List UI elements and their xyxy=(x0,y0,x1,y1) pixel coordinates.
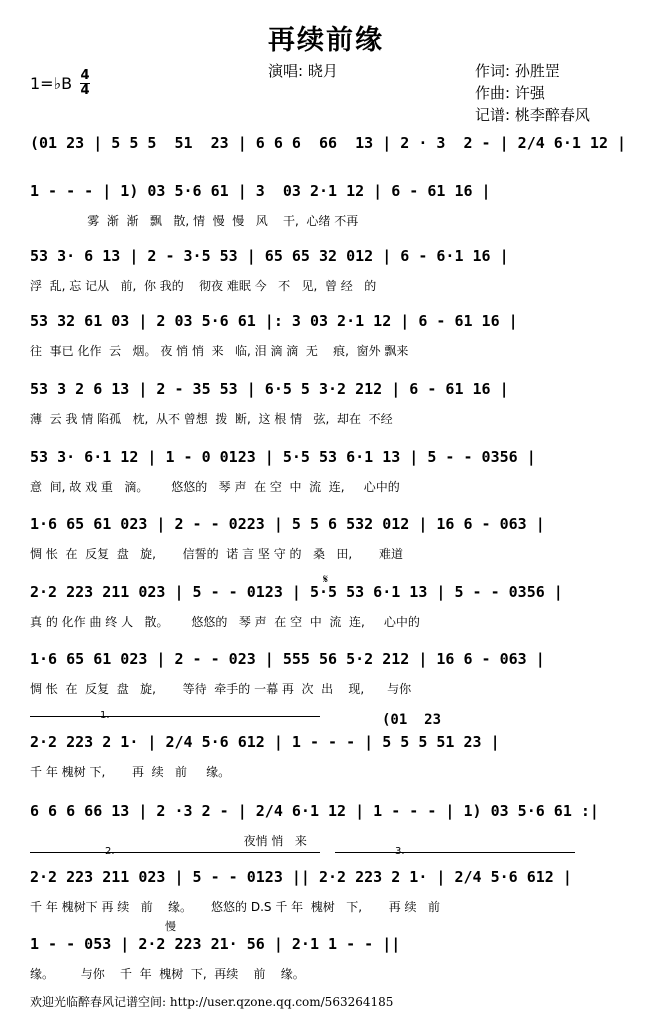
lyric-line: 千 年 槐树下 再 续 前 缘。 悠悠的 D.S 千 年 槐树 下, 再 续 前 xyxy=(30,900,440,914)
lyric-line: 雾 渐 渐 飘 散, 情 慢 慢 风 干, 心绪 不再 xyxy=(30,214,359,228)
notation-line: 2·2 223 211 023 | 5 - - 0123 | 5·5 53 6·1 13 | 5 - - 0356 | xyxy=(30,583,563,601)
time-signature xyxy=(80,70,90,97)
notation-line: 1·6 65 61 023 | 2 - - 023 | 555 56 5·2 212 | 16 6 - 063 | xyxy=(30,650,545,668)
notation-line: 1·6 65 61 023 | 2 - - 0223 | 5 5 6 532 012 | 16 6 - 063 | xyxy=(30,515,545,533)
segno-sign: 𝄋 xyxy=(323,572,329,586)
lyric-line: 缘。 与你 千 年 槐树 下, 再续 前 缘。 xyxy=(30,967,305,981)
volta-number: 1. xyxy=(100,710,110,721)
composer-credit: 作曲: 许强 xyxy=(475,84,545,102)
volta-number: 2. xyxy=(105,846,115,857)
lyric-line: 浮 乱, 忘 记从 前, 你 我的 彻夜 难眠 今 不 见, 曾 经 的 xyxy=(30,279,377,293)
song-title: 再续前缘 xyxy=(268,25,384,56)
singer-credit: 演唱: 晓月 xyxy=(268,62,338,80)
notation-line: 53 3 2 6 13 | 2 - 35 53 | 6·5 5 3·2 212 | 6 - 61 16 | xyxy=(30,380,509,398)
lyric-line: 夜悄 悄 来 xyxy=(30,834,307,848)
notation-line: 53 3· 6 13 | 2 - 3·5 53 | 65 65 32 012 | 6 - 6·1 16 | xyxy=(30,247,509,265)
time-signature-bottom: 4 xyxy=(80,83,90,98)
lyric-line: 往 事已 化作 云 烟。 夜 悄 悄 来 临, 泪 滴 滴 无 痕, 窗外 飘来 xyxy=(30,344,409,358)
tempo-mark: 慢 xyxy=(165,920,176,933)
lyric-line: 千 年 槐树 下, 再 续 前 缘。 xyxy=(30,765,231,779)
notation-line: 2·2 223 2 1· | 2/4 5·6 612 | 1 - - - | 5 5 5 51 23 | xyxy=(30,733,500,751)
notation-line: 53 32 61 03 | 2 03 5·6 61 |: 3 03 2·1 12 | 6 - 61 16 | xyxy=(30,312,518,330)
volta-bracket xyxy=(30,852,320,853)
key-signature: 1=♭B xyxy=(30,74,73,93)
time-signature-top: 4 xyxy=(80,68,90,83)
lyric-line: 真 的 化作 曲 终 人 散。 悠悠的 琴 声 在 空 中 流 连, 心中的 xyxy=(30,615,420,629)
lyric-line: 薄 云 我 情 陷孤 枕, 从不 曾想 拨 断, 这 根 情 弦, 却在 不经 xyxy=(30,412,393,426)
notation-line: 2·2 223 211 023 | 5 - - 0123 || 2·2 223 2 1· | 2/4 5·6 612 | xyxy=(30,868,572,886)
footer-credit: 欢迎光临醉春风记谱空间: http://user.qzone.qq.com/563264185 xyxy=(30,995,394,1009)
lyric-line: 意 间, 故 戏 重 滴。 悠悠的 琴 声 在 空 中 流 连, 心中的 xyxy=(30,480,400,494)
notation-line: 53 3· 6·1 12 | 1 - 0 0123 | 5·5 53 6·1 13 | 5 - - 0356 | xyxy=(30,448,536,466)
notation-line: 1 - - - | 1) 03 5·6 61 | 3 03 2·1 12 | 6 - 61 16 | xyxy=(30,182,491,200)
lyric-line: 惆 怅 在 反复 盘 旋, 等待 牵手的 一幕 再 次 出 现, 与你 xyxy=(30,682,412,696)
volta-number: 3. xyxy=(395,846,405,857)
lyricist-credit: 作词: 孙胜罡 xyxy=(475,62,560,80)
volta-bracket xyxy=(335,852,575,853)
notation-line: 6 6 6 66 13 | 2 ·3 2 - | 2/4 6·1 12 | 1 - - - | 1) 03 5·6 61 :| xyxy=(30,802,599,820)
notation-line: (01 23 | 5 5 5 51 23 | 6 6 6 66 13 | 2 · 3 2 - | 2/4 6·1 12 | xyxy=(30,134,627,152)
prelude-repeat: (01 23 xyxy=(382,712,442,728)
volta-bracket xyxy=(30,716,320,717)
lyric-line: 惆 怅 在 反复 盘 旋, 信誓的 诺 言 坚 守 的 桑 田, 难道 xyxy=(30,547,403,561)
transcriber-credit: 记谱: 桃李醉春风 xyxy=(475,106,590,124)
notation-line: 1 - - 053 | 2·2 223 21· 56 | 2·1 1 - - || xyxy=(30,935,401,953)
